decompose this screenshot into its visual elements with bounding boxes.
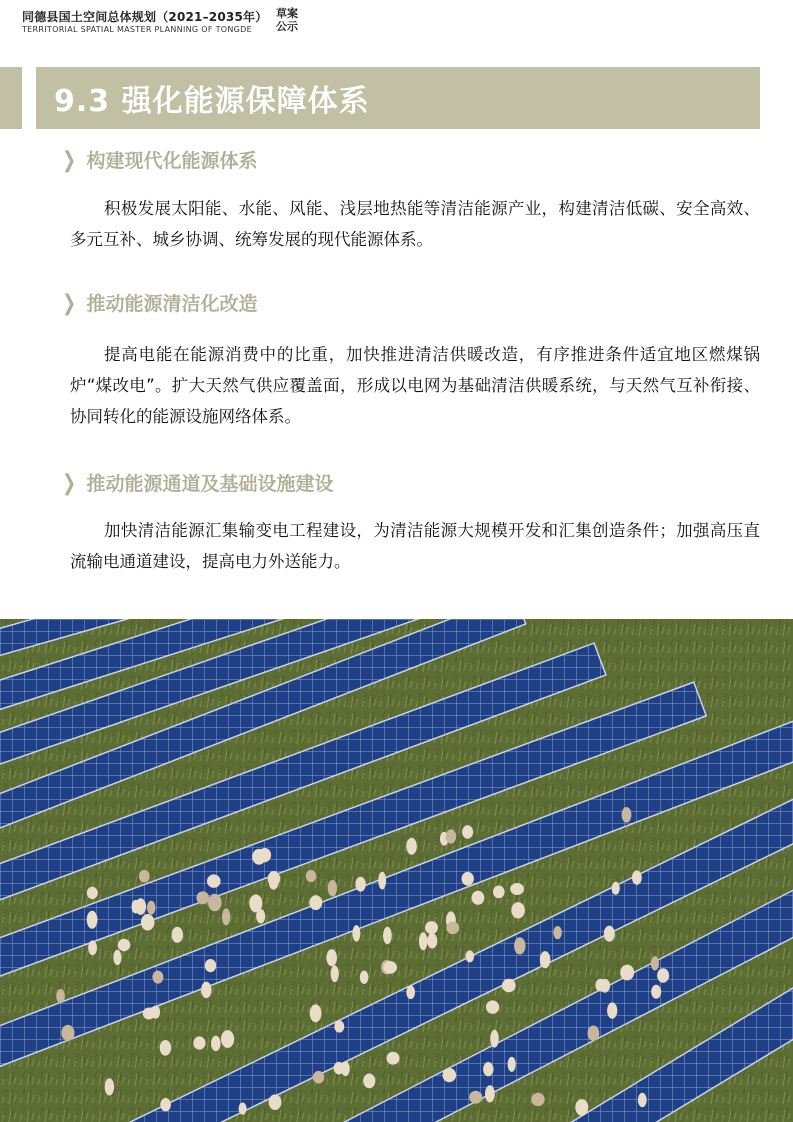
sheep	[651, 985, 661, 999]
sheep	[147, 901, 156, 915]
sheep	[105, 1078, 114, 1095]
sheep	[201, 982, 211, 999]
section-heading-3	[60, 469, 333, 496]
section-heading-2	[60, 289, 257, 316]
chapter-title: 9.3 强化能源保障体系	[54, 84, 370, 119]
sheep	[160, 1040, 171, 1056]
sheep	[211, 1036, 221, 1052]
sheep	[205, 959, 216, 972]
sheep	[462, 872, 474, 886]
sheep	[466, 950, 475, 962]
sheep	[221, 1030, 234, 1048]
section-heading-1	[60, 146, 257, 173]
sheep	[143, 1008, 155, 1020]
sheep	[141, 914, 155, 931]
sheep	[419, 932, 428, 950]
sheep	[61, 1025, 74, 1041]
sheep	[383, 961, 397, 974]
sheep	[462, 825, 473, 838]
sheep	[313, 1071, 324, 1084]
sheep	[638, 1093, 647, 1108]
sheep	[469, 1091, 482, 1104]
sheep	[363, 1074, 375, 1089]
sheep	[306, 870, 316, 882]
sheep	[56, 989, 65, 1003]
sheep	[239, 1103, 247, 1115]
sheep	[472, 891, 485, 905]
section-heading-text: 构建现代化能源体系	[86, 150, 258, 172]
sheep	[249, 894, 262, 912]
sheep	[510, 883, 524, 895]
sheep	[425, 921, 438, 934]
sheep	[612, 882, 620, 895]
sheep	[540, 951, 551, 968]
sheep	[622, 807, 632, 823]
sheep	[511, 902, 525, 918]
chapter-banner	[36, 67, 760, 129]
sheep	[595, 979, 606, 992]
sheep	[604, 926, 615, 942]
sheep	[406, 986, 415, 1000]
sheep	[269, 877, 278, 889]
sheep	[135, 898, 146, 915]
sheep	[383, 927, 392, 944]
sheep	[360, 971, 369, 984]
sheep	[352, 925, 360, 942]
sheep	[355, 877, 365, 892]
section-body-1: 积极发展太阳能、水能、风能、浅层地热能等清洁能源产业，构建清洁低碳、安全高效、多元互补、城乡协调、统筹发展的现代能源体系。	[70, 199, 760, 249]
sheep	[222, 908, 230, 925]
document-title: 同德县国土空间总体规划（2021–2035年）	[22, 10, 268, 24]
sheep	[269, 1094, 282, 1110]
sheep	[252, 849, 266, 865]
sheep	[443, 1068, 457, 1082]
chevron-right-icon: ❯	[62, 291, 77, 316]
sheep	[427, 933, 437, 948]
section-body-3: 加快清洁能源汇集输变电工程建设，为清洁能源大规模开发和汇集创造条件；加强高压直流输电通道建设，提高电力外送能力。	[70, 521, 760, 571]
document-subtitle: TERRITORIAL SPATIAL MASTER PLANNING OF TONGDE	[22, 25, 252, 34]
sheep	[326, 949, 337, 966]
sheep	[490, 1030, 499, 1048]
section-body-2: 提高电能在能源消费中的比重，加快推进清洁供暖改造，有序推进条件适宜地区燃煤锅炉“煤改电”。扩大天然气供应覆盖面，形成以电网为基础清洁供暖系统，与天然气互补衔接、协同转化的能源设施网络体系。	[70, 345, 760, 426]
sheep	[508, 1057, 516, 1072]
section-heading-text: 推动能源清洁化改造	[86, 293, 258, 315]
sheep	[502, 979, 516, 993]
sheep	[87, 911, 98, 929]
chevron-right-icon: ❯	[62, 471, 77, 496]
sheep	[620, 965, 634, 981]
sheep	[553, 926, 562, 939]
sheep	[87, 887, 98, 899]
sheep	[632, 870, 642, 884]
sheep	[193, 1036, 205, 1049]
sheep	[446, 922, 459, 935]
sheep	[208, 894, 222, 912]
sheep	[310, 1004, 322, 1022]
sheep	[152, 971, 163, 984]
draft-label: 草案公示	[276, 7, 298, 33]
sheep	[118, 939, 131, 951]
sheep	[651, 956, 659, 970]
sheep	[514, 937, 525, 954]
solar-farm-photo	[0, 619, 793, 1122]
sheep	[207, 874, 221, 887]
sheep	[485, 1085, 495, 1102]
sheep	[387, 1052, 400, 1065]
sheep	[139, 870, 150, 883]
sheep	[657, 968, 669, 982]
banner-accent	[0, 67, 22, 129]
sheep	[160, 1098, 171, 1111]
sheep	[486, 1000, 499, 1013]
sheep	[341, 1061, 350, 1076]
sheep	[483, 1062, 493, 1076]
sheep	[607, 1002, 617, 1018]
sheep	[493, 886, 505, 899]
sheep	[334, 1020, 344, 1032]
sheep	[309, 895, 322, 910]
sheep	[378, 872, 386, 890]
sheep	[331, 965, 339, 982]
sheep	[588, 1026, 600, 1041]
sheep	[328, 880, 337, 896]
sheep	[172, 927, 183, 943]
sheep	[575, 1099, 588, 1116]
sheep	[531, 1093, 544, 1106]
sheep	[406, 838, 416, 855]
sheep	[196, 891, 209, 904]
sheep	[88, 940, 97, 955]
sheep	[446, 829, 457, 843]
sheep	[113, 950, 121, 965]
chevron-right-icon: ❯	[62, 148, 77, 173]
section-heading-text: 推动能源通道及基础设施建设	[86, 473, 334, 495]
